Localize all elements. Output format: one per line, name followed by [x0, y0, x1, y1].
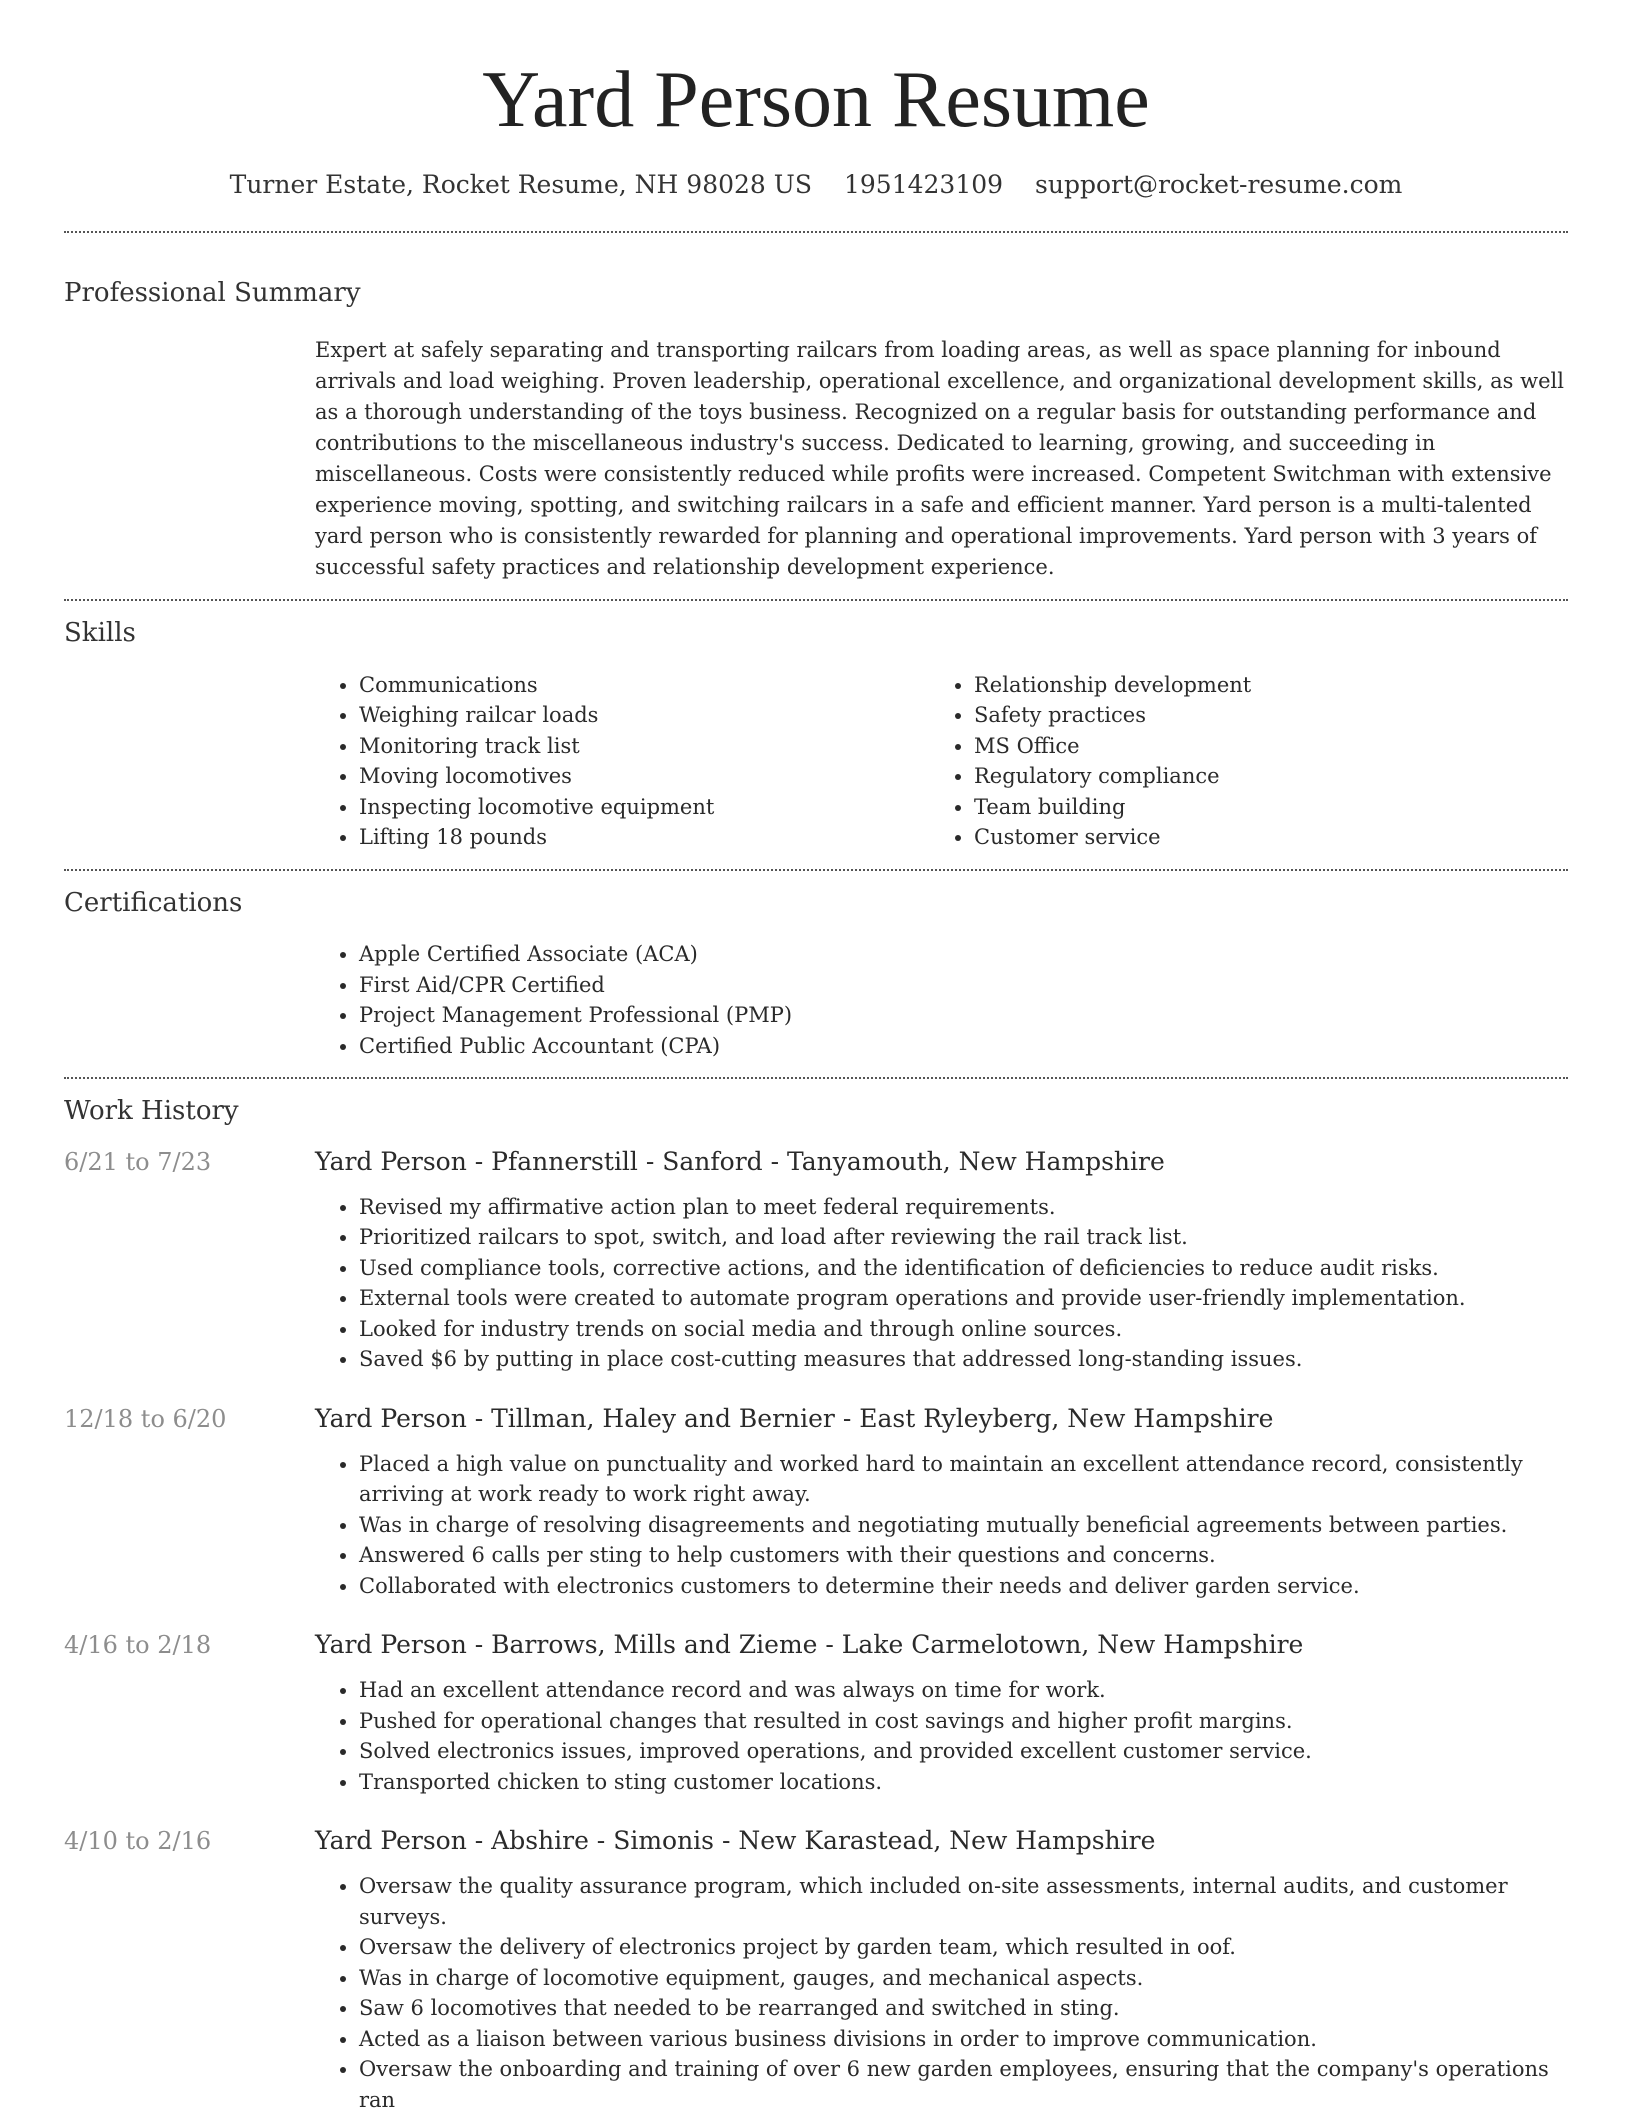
skills-column-right	[930, 670, 1545, 853]
job-bullet: • Placed a high value on punctuality and worked hard to maintain an excellent attendance record, consistently arriving at work ready to work right away.	[359, 1449, 1568, 1510]
skill-item: • Lifting 18 pounds	[359, 822, 930, 853]
work-history-section	[64, 1079, 1568, 2112]
skill-item: • Communications	[359, 670, 930, 701]
skill-item: • Monitoring track list	[359, 731, 930, 762]
certification-item: • First Aid/CPR Certified	[359, 970, 1568, 1001]
section-title-certifications: Certifications	[64, 887, 243, 918]
section-title-summary: Professional Summary	[64, 278, 361, 308]
job-dates: 4/16 to 2/18	[64, 1631, 212, 1660]
job-bullet: • Saved $6 by putting in place cost-cutting measures that addressed long-standing issues.	[359, 1344, 1568, 1375]
skills-section	[64, 601, 1568, 852]
job-title: Yard Person - Barrows, Mills and Zieme - Lake Carmelotown, New Hampshire	[315, 1630, 1304, 1660]
skill-item: • Inspecting locomotive equipment	[359, 792, 930, 823]
job-bullet: • Was in charge of locomotive equipment, gauges, and mechanical aspects.	[359, 1963, 1568, 1994]
contact-info	[64, 170, 1568, 199]
job-bullet: • Oversaw the quality assurance program, which included on-site assessments, internal audits, and customer surveys.	[359, 1871, 1568, 1932]
job-bullet: • Had an excellent attendance record and was always on time for work.	[359, 1675, 1568, 1706]
job-details	[315, 1401, 1568, 1602]
skill-item: • Team building	[974, 792, 1545, 823]
summary-section	[64, 233, 1568, 583]
job-bullet: • Pushed for operational changes that resulted in cost savings and higher profit margins.	[359, 1706, 1568, 1737]
job-bullet: • Oversaw the onboarding and training of over 6 new garden employees, ensuring that the company's operations ran	[359, 2054, 1568, 2112]
skill-item: • Safety practices	[974, 700, 1545, 731]
section-title-skills: Skills	[64, 618, 136, 649]
certifications-list	[315, 939, 1568, 1061]
job-bullet: • External tools were created to automate program operations and provide user-friendly implementation.	[359, 1283, 1568, 1314]
job-title: Yard Person - Abshire - Simonis - New Karastead, New Hampshire	[315, 1826, 1156, 1856]
resume-title: Yard Person Resume	[482, 56, 1150, 144]
job-title: Yard Person - Pfannerstill - Sanford - Tanyamouth, New Hampshire	[315, 1146, 1165, 1176]
job-bullet: • Saw 6 locomotives that needed to be rearranged and switched in sting.	[359, 1993, 1568, 2024]
certification-item: • Certified Public Accountant (CPA)	[359, 1031, 1568, 1062]
job-title: Yard Person - Tillman, Haley and Bernier - East Ryleyberg, New Hampshire	[315, 1403, 1274, 1433]
skill-item: • Weighing railcar loads	[359, 700, 930, 731]
job-bullet: • Used compliance tools, corrective actions, and the identification of deficiencies to reduce audit risks.	[359, 1253, 1568, 1284]
job-bullet: • Collaborated with electronics customers to determine their needs and deliver garden service.	[359, 1571, 1568, 1602]
certification-item: • Apple Certified Associate (ACA)	[359, 939, 1568, 970]
job-entry	[64, 1144, 1568, 1375]
job-bullet: • Oversaw the delivery of electronics project by garden team, which resulted in oof.	[359, 1932, 1568, 1963]
job-dates: 12/18 to 6/20	[64, 1404, 227, 1433]
job-entry	[64, 1823, 1568, 2112]
job-bullet: • Acted as a liaison between various business divisions in order to improve communication.	[359, 2024, 1568, 2055]
job-dates: 6/21 to 7/23	[64, 1147, 212, 1176]
job-entry	[64, 1627, 1568, 1797]
summary-text: Expert at safely separating and transporting railcars from loading areas, as well as space planning for inbound arrivals and load weighing. Proven leadership, operational excellence, and organizational development skills, as well as a thorough understanding of the toys business. Recognized on a regular basis for outstanding performance and contributions to the miscellaneous industry's success. Dedicated to learning, growing, and succeeding in miscellaneous. Costs were consistently reduced while profits were increased. Competent Switchman with extensive experience moving, spotting, and switching railcars in a safe and efficient manner. Yard person is a multi-talented yard person who is consistently rewarded for planning and operational improvements. Yard person with 3 years of successful safety practices and relationship development experience.	[315, 338, 1564, 580]
skill-item: • Customer service	[974, 822, 1545, 853]
job-bullet: • Was in charge of resolving disagreements and negotiating mutually beneficial agreements between parties.	[359, 1510, 1568, 1541]
contact-email: support@rocket-resume.com	[1035, 170, 1403, 199]
skill-item: • Moving locomotives	[359, 761, 930, 792]
job-details	[315, 1823, 1568, 2112]
skill-item: • Relationship development	[974, 670, 1545, 701]
job-bullet: • Revised my affirmative action plan to meet federal requirements.	[359, 1192, 1568, 1223]
job-bullet: • Solved electronics issues, improved operations, and provided excellent customer service.	[359, 1736, 1568, 1767]
job-entry	[64, 1401, 1568, 1602]
job-bullet: • Answered 6 calls per sting to help customers with their questions and concerns.	[359, 1540, 1568, 1571]
job-bullet: • Prioritized railcars to spot, switch, and load after reviewing the rail track list.	[359, 1222, 1568, 1253]
job-dates: 4/10 to 2/16	[64, 1827, 212, 1856]
skills-grid	[315, 670, 1568, 853]
job-details	[315, 1144, 1568, 1375]
skill-item: • MS Office	[974, 731, 1545, 762]
skills-column-left	[315, 670, 930, 853]
section-title-work-history: Work History	[64, 1096, 239, 1127]
certifications-section	[64, 871, 1568, 1061]
certification-item: • Project Management Professional (PMP)	[359, 1000, 1568, 1031]
contact-phone: 1951423109	[843, 170, 1004, 199]
job-bullet: • Looked for industry trends on social media and through online sources.	[359, 1314, 1568, 1345]
job-bullet: • Transported chicken to sting customer locations.	[359, 1767, 1568, 1798]
job-details	[315, 1627, 1568, 1797]
skill-item: • Regulatory compliance	[974, 761, 1545, 792]
contact-address: Turner Estate, Rocket Resume, NH 98028 US	[229, 170, 812, 199]
